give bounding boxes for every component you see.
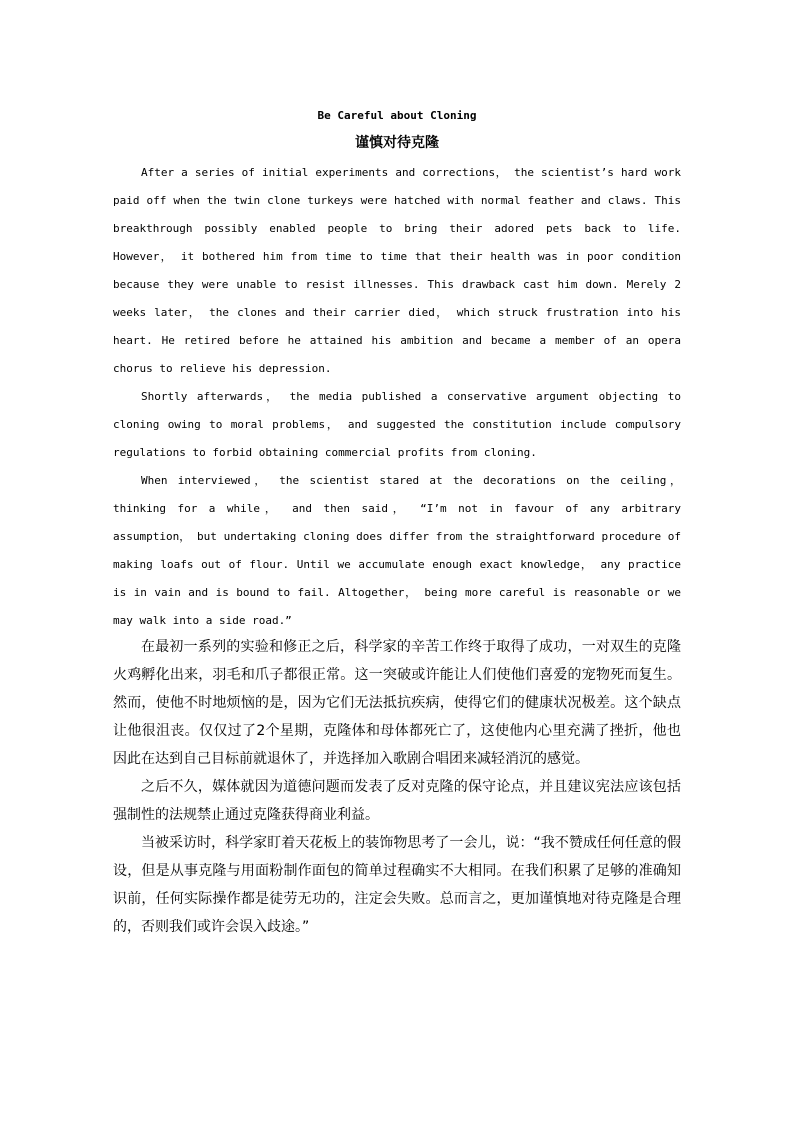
chinese-title: 谨慎对待克隆 bbox=[355, 135, 439, 151]
english-paragraph-2: Shortly afterwards， the media published a conservative argument objecting to cloning owing to moral problems， and suggested the constitution include compulsory regulations to forbid obtaining commercial profits from cloning. bbox=[113, 390, 681, 459]
chinese-body bbox=[113, 633, 681, 941]
english-paragraph-3: When interviewed， the scientist stared at the decorations on the ceiling， thinking for a while， and then said， “I’m not in favour of any arbitrary assumption， but undertaking cloning does differ from the straightforward procedure of making loafs out of flour. Until we accumulate enough exact knowledge， any practice is in vain and is bound to fail. Altogether， being more careful is reasonable or we may walk into a side road.” bbox=[113, 474, 681, 627]
chinese-paragraph-3: 当被采访时，科学家盯着天花板上的装饰物思考了一会儿，说：“我不赞成任何任意的假设，但是从事克隆与用面粉制作面包的简单过程确实不大相同。在我们积累了足够的准确知识前，任何实际操作都是徒劳无功的，注定会失败。总而言之，更加谨慎地对待克隆是合理的，否则我们或许会误入歧途。” bbox=[113, 835, 681, 935]
chinese-paragraph-2: 之后不久，媒体就因为道德问题而发表了反对克隆的保守论点，并且建议宪法应该包括强制性的法规禁止通过克隆获得商业利益。 bbox=[113, 779, 681, 823]
english-paragraph-1: After a series of initial experiments and corrections， the scientist’s hard work paid off when the twin clone turkeys were hatched with normal feather and claws. This breakthrough possibly enabled people to bring their adored pets back to life. However， it bothered him from time to time that their health was in poor condition because they were unable to resist illnesses. This drawback cast him down. Merely 2 weeks later， the clones and their carrier died， which struck frustration into his heart. He retired before he attained his ambition and became a member of an opera chorus to relieve his depression. bbox=[113, 166, 681, 375]
chinese-paragraph-1: 在最初一系列的实验和修正之后，科学家的辛苦工作终于取得了成功，一对双生的克隆火鸡孵化出来，羽毛和爪子都很正常。这一突破或许能让人们使他们喜爱的宠物死而复生。然而，使他不时地烦恼的是，因为它们无法抵抗疾病，使得它们的健康状况极差。这个缺点让他很沮丧。仅仅过了2个星期，克隆体和母体都死亡了，这使他内心里充满了挫折，他也因此在达到自己目标前就退休了，并选择加入歌剧合唱团来减轻消沉的感觉。 bbox=[113, 639, 681, 767]
english-body bbox=[113, 159, 681, 635]
english-title: Be Careful about Cloning bbox=[317, 109, 477, 122]
